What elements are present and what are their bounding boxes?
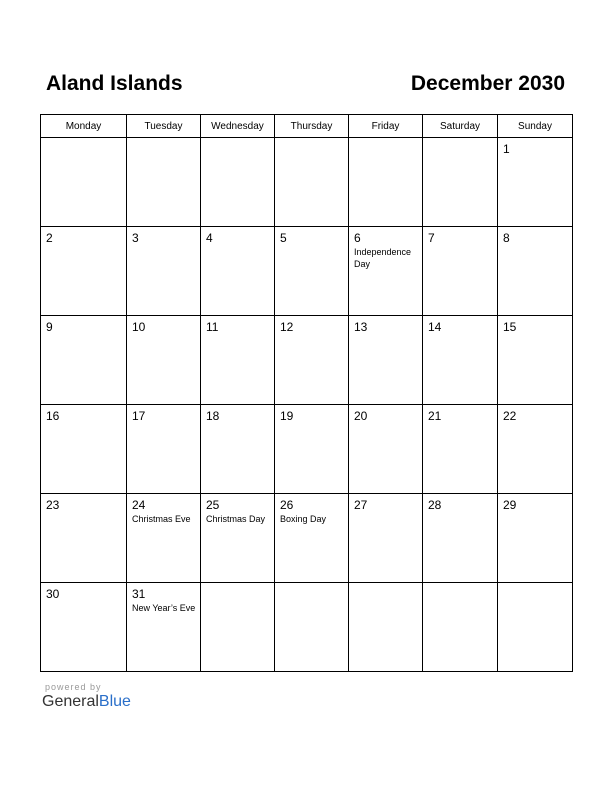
day-number: 11 — [206, 320, 219, 334]
calendar-day-cell — [41, 405, 127, 494]
day-number: 31 — [132, 587, 146, 601]
weekday-header-monday: Monday — [41, 115, 127, 138]
powered-by-text: powered by — [45, 682, 102, 692]
calendar-day-cell — [498, 583, 573, 672]
day-number: 7 — [428, 231, 435, 245]
holiday-label: Independence Day — [354, 247, 412, 269]
calendar-day-cell — [423, 316, 498, 405]
weekday-header-tuesday: Tuesday — [127, 115, 201, 138]
calendar-day-cell — [498, 494, 573, 583]
calendar-day-cell — [127, 583, 201, 672]
calendar-day-cell — [201, 227, 275, 316]
calendar-week-row — [41, 494, 573, 583]
calendar-day-cell — [127, 227, 201, 316]
day-number: 4 — [206, 231, 213, 245]
calendar-day-cell — [201, 494, 275, 583]
day-number: 13 — [354, 320, 368, 334]
calendar-day-cell — [41, 138, 127, 227]
day-number: 28 — [428, 498, 442, 512]
calendar-day-cell — [127, 138, 201, 227]
day-number: 20 — [354, 409, 368, 423]
day-number: 10 — [132, 320, 146, 334]
day-number: 2 — [46, 231, 53, 245]
day-number: 5 — [280, 231, 287, 245]
day-number: 21 — [428, 409, 442, 423]
calendar-day-cell — [41, 316, 127, 405]
day-number: 9 — [46, 320, 53, 334]
calendar-day-cell — [498, 316, 573, 405]
weekday-header-thursday: Thursday — [275, 115, 349, 138]
day-number: 19 — [280, 409, 294, 423]
calendar-day-cell — [41, 583, 127, 672]
holiday-label: Christmas Eve — [132, 514, 191, 524]
calendar-week-row — [41, 405, 573, 494]
day-number: 25 — [206, 498, 220, 512]
calendar-day-cell — [127, 316, 201, 405]
calendar-day-cell — [349, 227, 423, 316]
weekday-header-saturday: Saturday — [423, 115, 498, 138]
generalblue-logo[interactable] — [42, 693, 131, 711]
calendar-day-cell — [423, 138, 498, 227]
weekday-header-sunday: Sunday — [498, 115, 573, 138]
calendar-day-cell — [498, 227, 573, 316]
weekday-header-row — [41, 115, 573, 138]
holiday-label: Boxing Day — [280, 514, 327, 524]
calendar-day-cell — [275, 405, 349, 494]
calendar-day-cell — [423, 494, 498, 583]
day-number: 1 — [503, 142, 510, 156]
calendar-day-cell — [275, 316, 349, 405]
calendar-day-cell — [127, 494, 201, 583]
calendar-day-cell — [41, 227, 127, 316]
day-number: 8 — [503, 231, 510, 245]
day-number: 22 — [503, 409, 517, 423]
calendar-day-cell — [423, 405, 498, 494]
calendar-day-cell — [349, 138, 423, 227]
month-year-title: December 2030 — [410, 72, 565, 95]
calendar-day-cell — [201, 405, 275, 494]
day-number: 17 — [132, 409, 146, 423]
calendar-week-row — [41, 227, 573, 316]
brand-part-general: General — [42, 693, 99, 710]
calendar-day-cell — [423, 583, 498, 672]
calendar-day-cell — [201, 583, 275, 672]
calendar-day-cell — [275, 138, 349, 227]
calendar-week-row — [41, 138, 573, 227]
calendar-day-cell — [349, 583, 423, 672]
day-number: 24 — [132, 498, 146, 512]
day-number: 29 — [503, 498, 517, 512]
calendar-day-cell — [275, 494, 349, 583]
day-number: 14 — [428, 320, 442, 334]
brand-part-blue: Blue — [98, 693, 131, 710]
calendar-day-cell — [275, 583, 349, 672]
calendar-day-cell — [127, 405, 201, 494]
holiday-label: Christmas Day — [206, 514, 266, 524]
calendar-day-cell — [349, 405, 423, 494]
day-number: 6 — [354, 231, 361, 245]
day-number: 30 — [46, 587, 60, 601]
calendar-day-cell — [423, 227, 498, 316]
day-number: 27 — [354, 498, 368, 512]
day-number: 23 — [46, 498, 60, 512]
calendar-grid — [40, 114, 573, 672]
calendar-week-row — [41, 316, 573, 405]
calendar-day-cell — [349, 316, 423, 405]
calendar-day-cell — [41, 494, 127, 583]
weekday-header-friday: Friday — [349, 115, 423, 138]
day-number: 12 — [280, 320, 294, 334]
calendar-day-cell — [201, 316, 275, 405]
day-number: 26 — [280, 498, 294, 512]
day-number: 15 — [503, 320, 517, 334]
calendar-day-cell — [498, 405, 573, 494]
calendar-week-row — [41, 583, 573, 672]
calendar-day-cell — [201, 138, 275, 227]
day-number: 18 — [206, 409, 220, 423]
day-number: 16 — [46, 409, 60, 423]
country-title: Aland Islands — [46, 72, 183, 95]
calendar-day-cell — [275, 227, 349, 316]
weekday-header-wednesday: Wednesday — [201, 115, 275, 138]
calendar-day-cell — [349, 494, 423, 583]
calendar-day-cell — [498, 138, 573, 227]
day-number: 3 — [132, 231, 139, 245]
holiday-label: New Year’s Eve — [132, 603, 196, 613]
